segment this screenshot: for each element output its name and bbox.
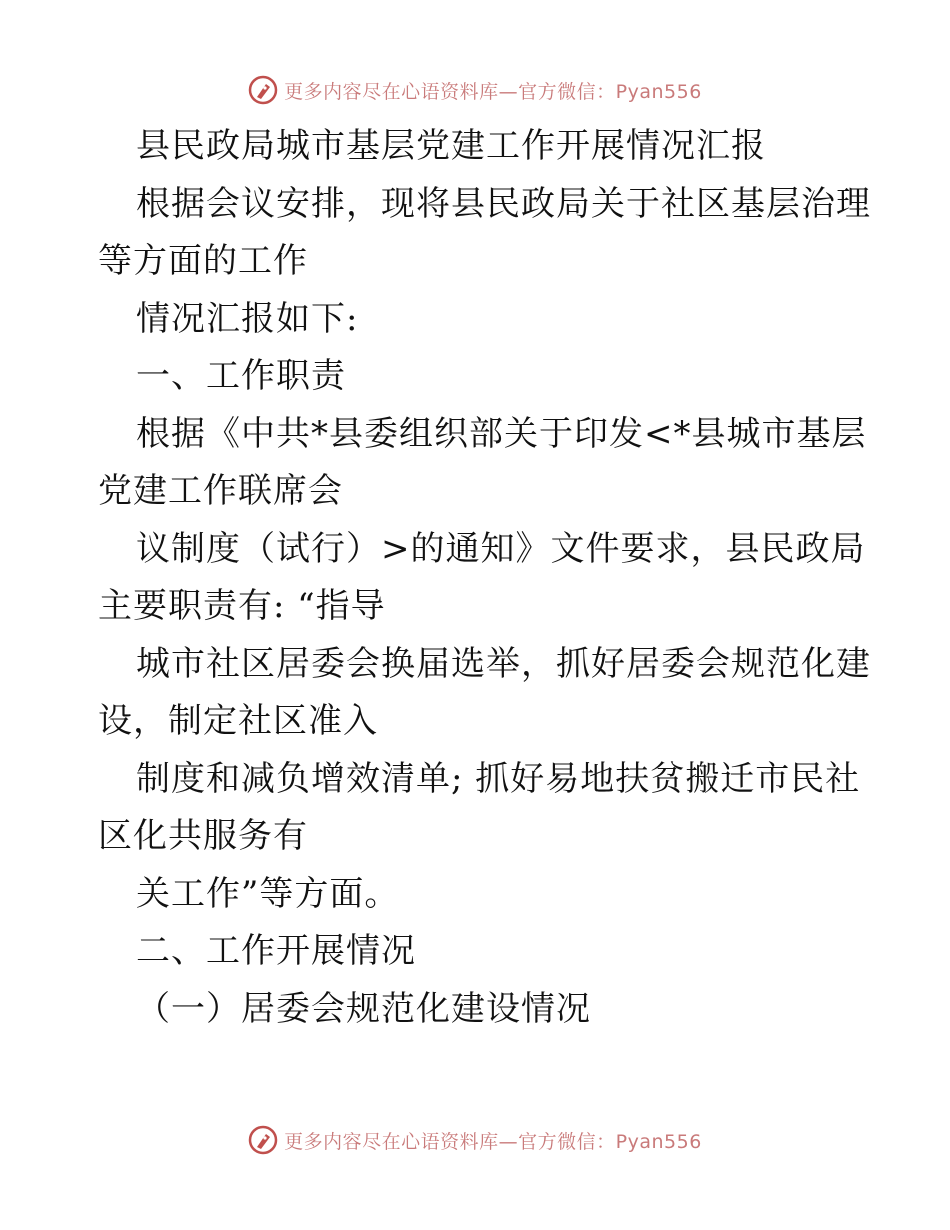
paragraph-line: 设，制定社区准入 bbox=[98, 701, 378, 741]
watermark-header bbox=[0, 70, 950, 110]
pen-nib-circle-icon bbox=[248, 1125, 278, 1155]
paragraph-line: 党建工作联席会 bbox=[98, 471, 343, 511]
paragraph-line: 情况汇报如下: bbox=[136, 298, 359, 339]
paragraph-line: 等方面的工作 bbox=[98, 241, 308, 281]
watermark-text: 更多内容尽在心语资料库—官方微信：Pyan556 bbox=[284, 1130, 702, 1153]
paragraph-line: 根据会议安排，现将县民政局关于社区基层治理 bbox=[136, 183, 871, 224]
paragraph-line: 制度和减负增效清单; 抓好易地扶贫搬迁市民社 bbox=[136, 758, 861, 799]
subsection-heading: （一）居委会规范化建设情况 bbox=[136, 988, 591, 1029]
paragraph-line: 根据《中共*县委组织部关于印发<*县城市基层 bbox=[136, 413, 867, 454]
document-body bbox=[98, 118, 871, 1038]
paragraph-line: 关工作”等方面。 bbox=[136, 873, 400, 914]
document-title: 县民政局城市基层党建工作开展情况汇报 bbox=[136, 126, 766, 166]
section-heading: 一、工作职责 bbox=[136, 356, 346, 396]
watermark-text: 更多内容尽在心语资料库—官方微信：Pyan556 bbox=[284, 80, 702, 103]
paragraph-line: 区化共服务有 bbox=[98, 816, 308, 856]
watermark-footer bbox=[0, 1120, 950, 1160]
pen-nib-circle-icon bbox=[248, 75, 278, 105]
section-heading: 二、工作开展情况 bbox=[136, 931, 416, 971]
paragraph-line: 主要职责有: “指导 bbox=[98, 586, 386, 626]
paragraph-line: 议制度（试行）>的通知》文件要求，县民政局 bbox=[136, 528, 866, 569]
paragraph-line: 城市社区居委会换届选举，抓好居委会规范化建 bbox=[136, 643, 871, 684]
